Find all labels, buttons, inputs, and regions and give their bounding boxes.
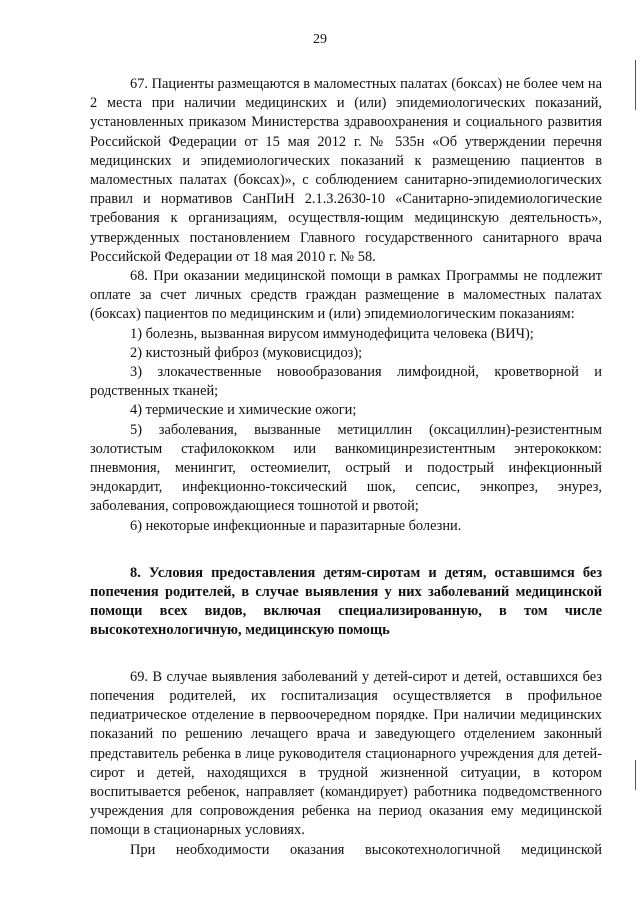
scan-edge-mark (635, 60, 636, 110)
document-body (90, 75, 602, 860)
paragraph-68: 68. При оказании медицинской помощи в рамках Программы не подлежит оплате за счет личных средств граждан размещение в маломестных палатах (боксах) пациентов по медицинским и (или) эпидемиологическим показаниям: (90, 268, 602, 323)
paragraph-continued: При необходимости оказания высокотехнологичной медицинской (130, 841, 602, 858)
scan-edge-mark (635, 760, 636, 790)
list-item-1: 1) болезнь, вызванная вирусом иммунодефицита человека (ВИЧ); (130, 325, 534, 342)
list-item-6: 6) некоторые инфекционные и паразитарные болезни. (130, 517, 462, 534)
list-item-3: 3) злокачественные новообразования лимфоидной, кроветворной и родственных тканей; (90, 364, 602, 400)
list-item-2: 2) кистозный фиброз (муковисцидоз); (130, 344, 363, 361)
paragraph-67: 67. Пациенты размещаются в маломестных палатах (боксах) не более чем на 2 места при наличии медицинских и (или) эпидемиологических показаний, установленных приказом Министерства здравоохранения и социального развития Российской Федерации от 15 мая 2012 г. № 535н «Об утверждении перечня медицинских и эпидемиологических показаний к размещению пациентов в маломестных палатах (боксах)», с соблюдением санитарно-эпидемиологических правил и нормативов СанПиН 2.1.3.2630-10 «Санитарно-эпидемиологические требования к организациям, осуществля-ющим медицинскую деятельность», утвержденных постановлением Главного государственного санитарного врача Российской Федерации от 18 мая 2010 г. № 58. (90, 76, 602, 265)
page-number: 29 (313, 32, 327, 47)
paragraph-69: 69. В случае выявления заболеваний у детей-сирот и детей, оставшихся без попечения родителей, их госпитализация осуществляется в профильное педиатрическое отделение в первоочередном порядке. При наличии медицинских показаний по решению лечащего врача и заведующего отделением законный представитель ребенка в лице руководителя стационарного учреждения для детей-сирот и детей, находящихся в трудной жизненной ситуации, в котором воспитывается ребенок, направляет (командирует) работника подведомственного учреждения для сопровождения ребенка на период оказания ему медицинской помощи в стационарных условиях. (90, 668, 602, 839)
list-item-5: 5) заболевания, вызванные метициллин (оксациллин)-резистентным золотистым стафилококком или ванкомицинрезистентным энтерококком: пневмония, менингит, остеомиелит, острый и подострый инфекционный эндокардит, инфекционно-токсический шок, сепсис, энкопрез, энурез, заболевания, сопровождающиеся тошнотой и рвотой; (90, 421, 602, 515)
section-heading: 8. Условия предоставления детям-сиротам и детям, оставшимся без попечения родителей, в случае выявления у них заболеваний медицинской помощи всех видов, включая специализированную, в том числе высокотехнологичную, медицинскую помощь (90, 564, 602, 639)
list-item-4: 4) термические и химические ожоги; (130, 402, 357, 419)
